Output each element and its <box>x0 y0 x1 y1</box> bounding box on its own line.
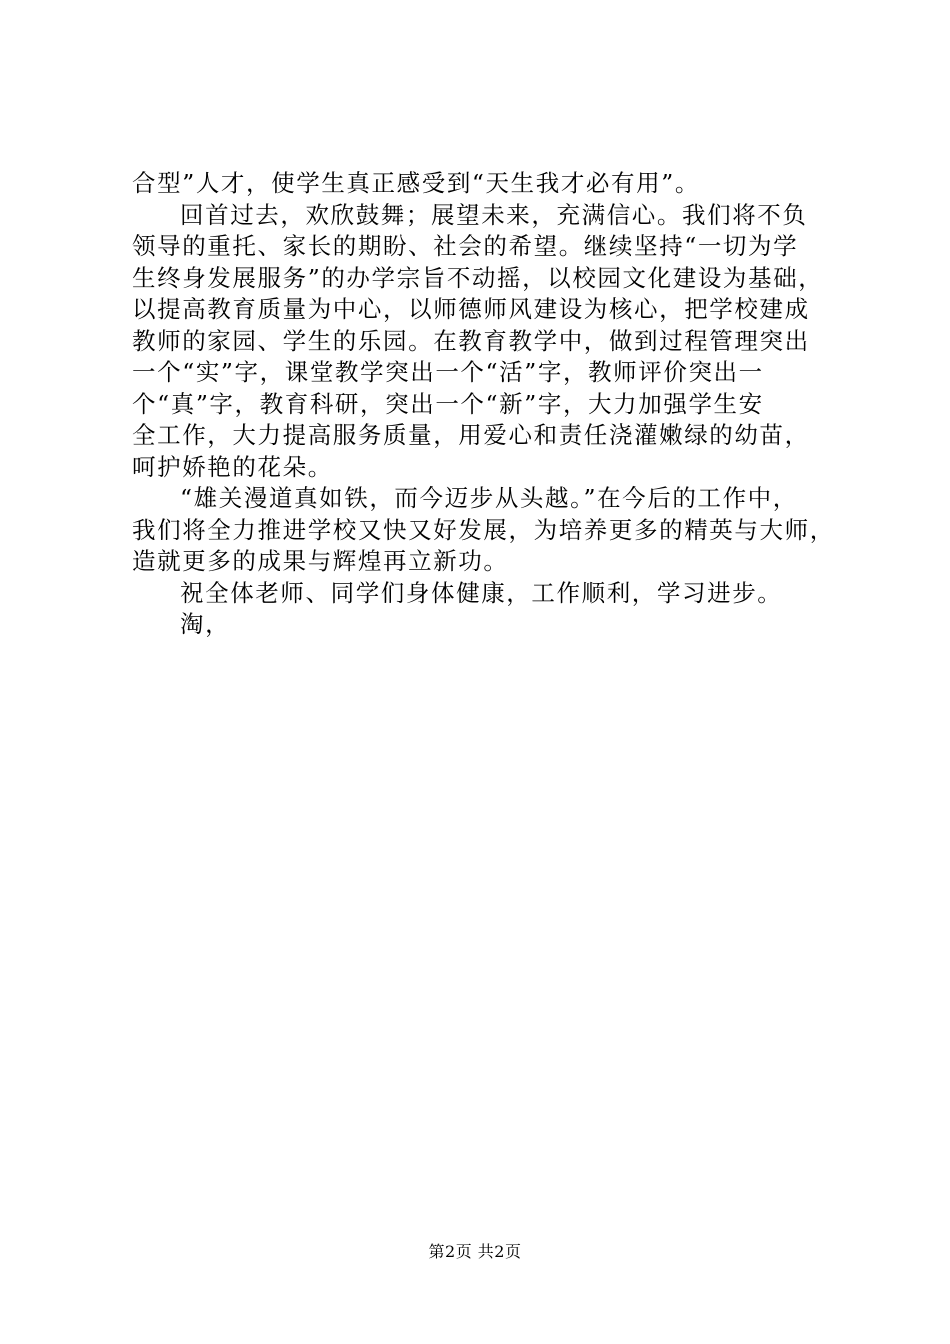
text-line: 个“真”字，教育科研，突出一个“新”字，大力加强学生安 <box>132 389 764 418</box>
text-line: 造就更多的成果与辉煌再立新功。 <box>132 547 509 575</box>
text-line: 淘， <box>180 610 231 638</box>
text-line: 祝全体老师、同学们身体健康，工作顺利，学习进步。 <box>180 578 783 607</box>
text-line: 我们将全力推进学校又快又好发展，为培养更多的精英与大师， <box>132 515 835 544</box>
page-number-footer: 第2页 共2页 <box>428 1242 522 1261</box>
text-line: 生终身发展服务”的办学宗旨不动摇，以校园文化建设为基础， <box>132 263 824 292</box>
text-line: 一个“实”字，课堂教学突出一个“活”字，教师评价突出一 <box>132 358 764 386</box>
text-line: 合型”人才，使学生真正感受到“天生我才必有用”。 <box>132 169 700 197</box>
text-line: 回首过去，欢欣鼓舞；展望未来，充满信心。我们将不负 <box>180 200 808 229</box>
text-line: 全工作，大力提高服务质量，用爱心和责任浇灌嫩绿的幼苗， <box>132 421 810 449</box>
text-line: 教师的家园、学生的乐园。在教育教学中，做到过程管理突出 <box>132 326 810 355</box>
text-line: 呵护娇艳的花朵。 <box>132 452 333 481</box>
body-text <box>132 168 835 641</box>
text-line: 领导的重托、家长的期盼、社会的希望。继续坚持“一切为学 <box>132 232 799 260</box>
text-line: 以提高教育质量为中心，以师德师风建设为核心，把学校建成 <box>132 295 810 323</box>
text-line: “雄关漫道真如铁，而今迈步从头越。”在今后的工作中， <box>180 484 798 512</box>
